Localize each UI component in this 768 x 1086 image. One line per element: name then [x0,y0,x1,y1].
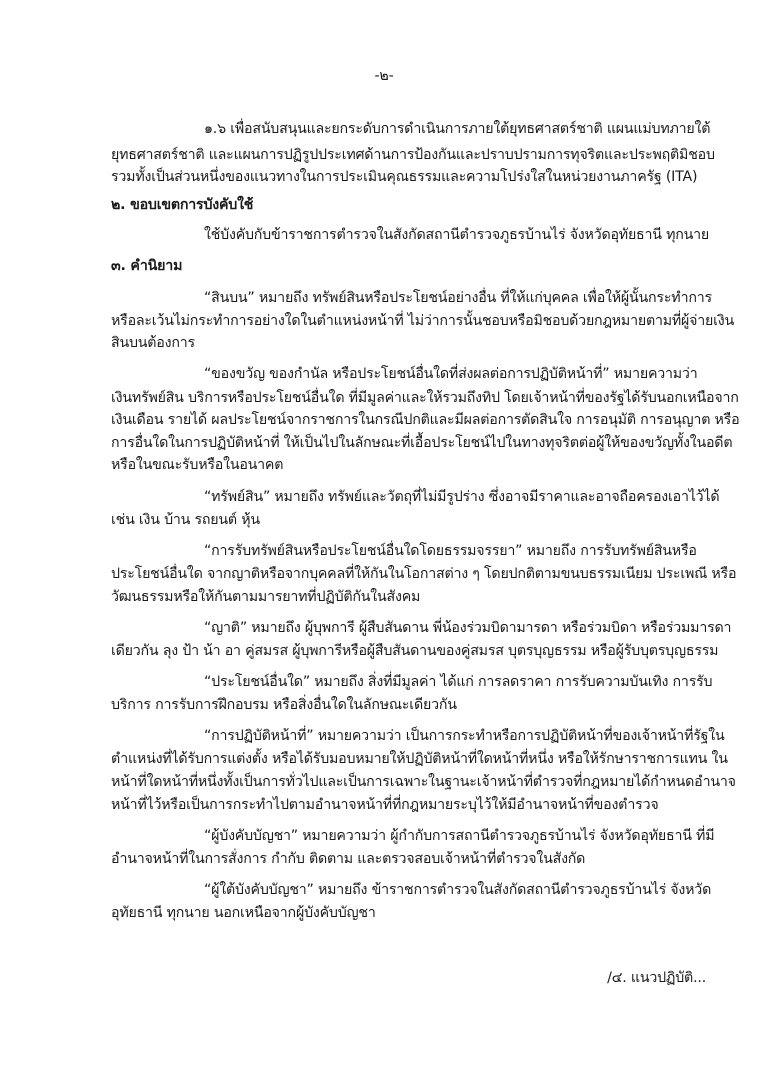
section-1-6-line-1: ๑.๖ เพื่อสนับสนุนและยกระดับการดำเนินการภายใต้ยุทธศาสตร์ชาติ แผนแม่บทภายใต้ [204,121,711,137]
definition-ethical-receipt-line-1: “การรับทรัพย์สินหรือประโยชน์อื่นใดโดยธรรมจรรยา” หมายถึง การรับทรัพย์สินหรือ [204,543,697,559]
definition-commander-line-1: “ผู้บังคับบัญชา” หมายความว่า ผู้กำกับการสถานีตำรวจภูธรบ้านไร่ จังหวัดอุทัยธานี ที่มี [204,828,715,844]
definition-gift-line-2: เงินทรัพย์สิน บริการหรือประโยชน์อื่นใด ที่มีมูลค่าและให้รวมถึงทิป โดยเจ้าหน้าที่ของรัฐได้รับนอกเหนือจาก [111,390,739,406]
section-1-6-line-3: รวมทั้งเป็นส่วนหนึ่งของแนวทางในการประเมินคุณธรรมและความโปร่งใสในหน่วยงานภาครัฐ (ITA) [111,169,698,185]
definition-duty-line-3: หน้าที่ใดหน้าที่หนึ่งทั้งเป็นการทั่วไปและเป็นการเฉพาะในฐานะเจ้าหน้าที่ตำรวจที่กฎหมายได้กำหนดอำนาจ [111,774,736,790]
section-2-body: ใช้บังคับกับข้าราชการตำรวจในสังกัดสถานีตำรวจภูธรบ้านไร่ จังหวัดอุทัยธานี ทุกนาย [204,227,710,243]
definition-subordinate-line-1: “ผู้ใต้บังคับบัญชา” หมายถึง ข้าราชการตำรวจในสังกัดสถานีตำรวจภูธรบ้านไร่ จังหวัด [204,882,712,898]
continuation-marker: /๔. แนวปฏิบัติ... [607,970,706,986]
definition-property-line-2: เช่น เงิน บ้าน รถยนต์ หุ้น [111,512,260,528]
definition-gift-line-4: การอื่นใดในการปฏิบัติหน้าที่ ให้เป็นไปในลักษณะที่เอื้อประโยชน์ไปในทางทุจริตต่อผู้ให้ของขวัญทั้งในอดีต [111,435,733,451]
section-3-heading: ๓. คำนิยาม [111,258,183,274]
definition-duty-line-1: “การปฏิบัติหน้าที่” หมายความว่า เป็นการกระทำหรือการปฏิบัติหน้าที่ของเจ้าหน้าที่รัฐใน [204,728,725,744]
definition-subordinate-line-2: อุทัยธานี ทุกนาย นอกเหนือจากผู้บังคับบัญชา [111,905,376,921]
definition-gift-line-5: หรือในขณะรับหรือในอนาคต [111,457,284,473]
section-2-heading: ๒. ขอบเขตการบังคับใช้ [111,197,254,213]
definition-ethical-receipt-line-2: ประโยชน์อื่นใด จากญาติหรือจากบุคคลที่ให้กันในโอกาสต่าง ๆ โดยปกติตามขนบธรรมเนียม ประเพณี หรือ [111,566,737,582]
definition-ethical-receipt-line-3: วัฒนธรรมหรือให้กันตามมารยาทที่ปฏิบัติกันในสังคม [111,589,421,605]
definition-bribe-line-2: หรือละเว้นไม่กระทำการอย่างใดในตำแหน่งหน้าที่ ไม่ว่าการนั้นชอบหรือมิชอบด้วยกฎหมายตามที่ผู้จ่ายเงิน [111,313,735,329]
definition-gift-line-3: เงินเดือน รายได้ ผลประโยชน์จากราชการในกรณีปกติและมีผลต่อการตัดสินใจ การอนุมัติ การอนุญาต หรือ [111,412,740,428]
definition-commander-line-2: อำนาจหน้าที่ในการสั่งการ กำกับ ติดตาม และตรวจสอบเจ้าหน้าที่ตำรวจในสังกัด [111,851,586,867]
section-1-6-line-2: ยุทธศาสตร์ชาติ และแผนการปฏิรูปประเทศด้านการป้องกันและปราบปรามการทุจริตและประพฤติมิชอบ [111,147,715,163]
definition-bribe-line-1: “สินบน” หมายถึง ทรัพย์สินหรือประโยชน์อย่างอื่น ที่ให้แก่บุคคล เพื่อให้ผู้นั้นกระทำการ [204,290,712,306]
definition-other-benefits-line-1: “ประโยชน์อื่นใด” หมายถึง สิ่งที่มีมูลค่า ได้แก่ การลดราคา การรับความบันเทิง การรับ [204,674,713,690]
definition-relatives-line-2: เดียวกัน ลุง ป้า น้า อา คู่สมรส ผู้บุพการีหรือผู้สืบสันดานของคู่สมรส บุตรบุญธรรม หรือผู้รับบุตรบุญธรรม [111,643,719,659]
definition-duty-line-4: หน้าที่ไว้หรือเป็นการกระทำไปตามอำนาจหน้าที่ที่กฎหมายระบุไว้ให้มีอำนาจหน้าที่ของตำรวจ [111,797,659,813]
definition-duty-line-2: ตำแหน่งที่ได้รับการแต่งตั้ง หรือได้รับมอบหมายให้ปฏิบัติหน้าที่ใดหน้าที่หนึ่ง หรือให้รักษาราชการแทน ใน [111,751,728,767]
page-number: -๒- [374,68,394,84]
definition-property-line-1: “ทรัพย์สิน” หมายถึง ทรัพย์และวัตถุที่ไม่มีรูปร่าง ซึ่งอาจมีราคาและอาจถือครองเอาไว้ได้ [204,489,720,505]
definition-relatives-line-1: “ญาติ” หมายถึง ผู้บุพการี ผู้สืบสันดาน พี่น้องร่วมบิดามารดา หรือร่วมบิดา หรือร่วมมารดา [204,620,732,636]
definition-bribe-line-3: สินบนต้องการ [111,335,195,351]
definition-other-benefits-line-2: บริการ การรับการฝึกอบรม หรือสิ่งอื่นใดในลักษณะเดียวกัน [111,697,457,713]
definition-gift-line-1: “ของขวัญ ของกำนัล หรือประโยชน์อื่นใดที่ส่งผลต่อการปฏิบัติหน้าที่” หมายความว่า [204,366,698,382]
